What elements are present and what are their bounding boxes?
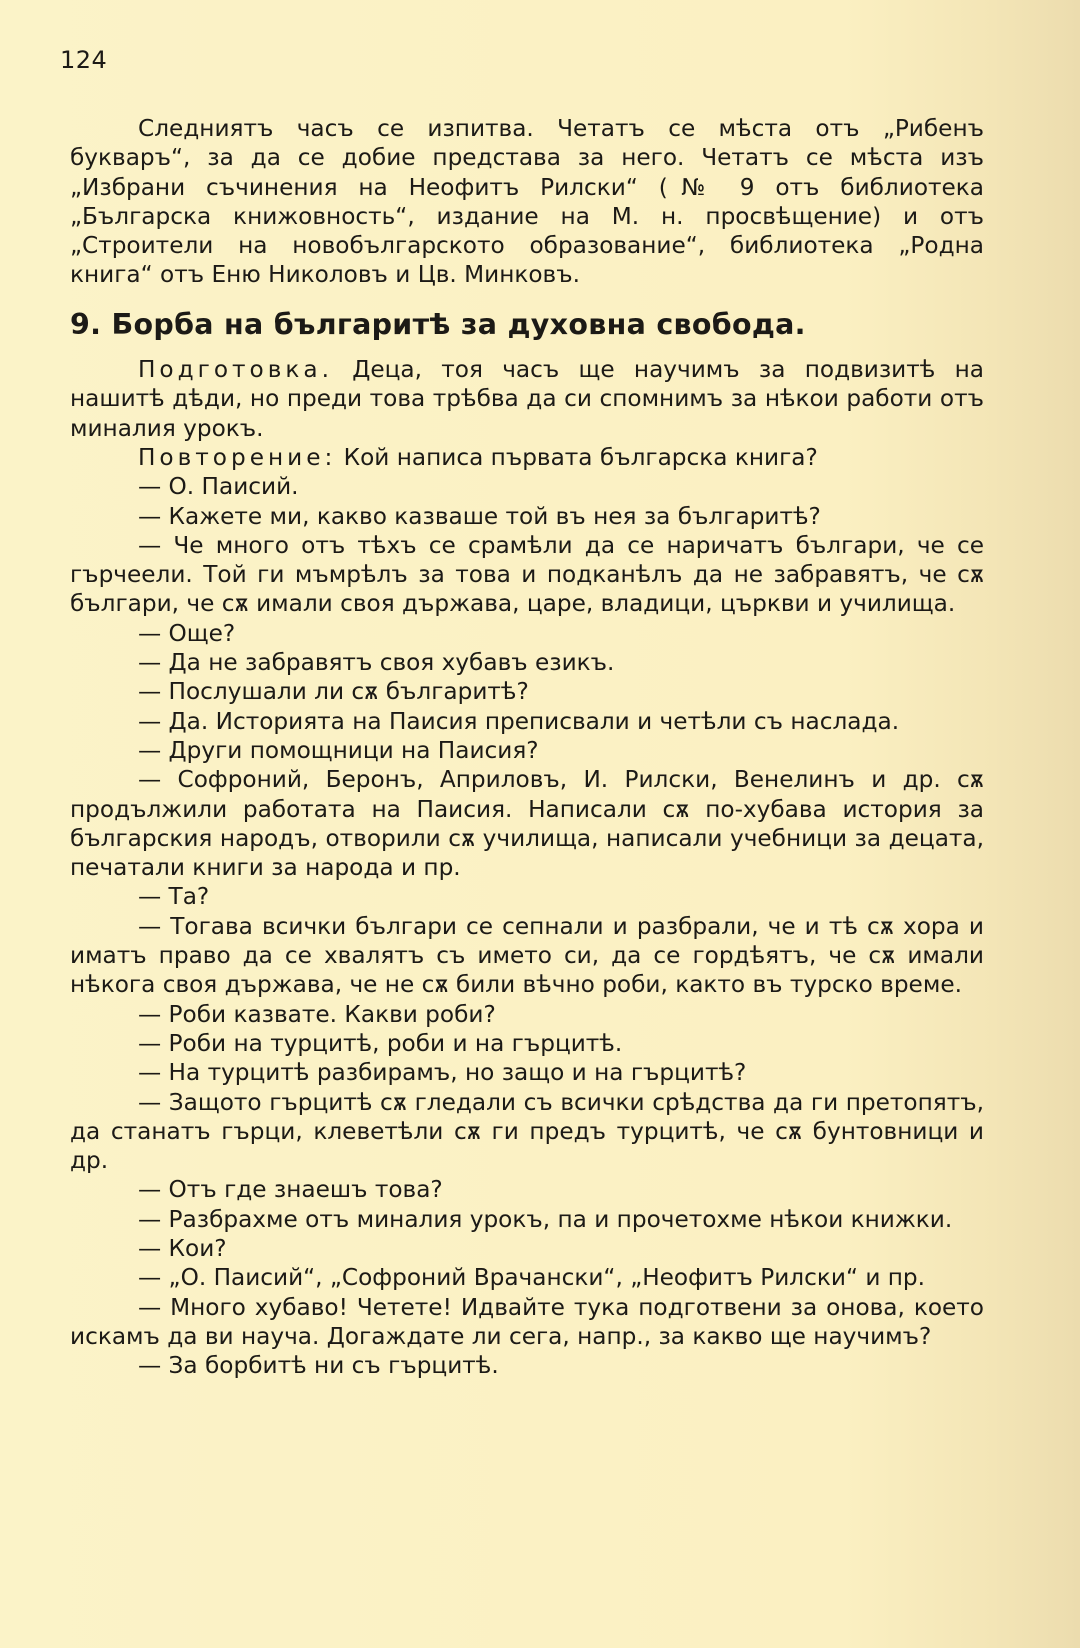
preparation-text: Деца, тоя часъ ще научимъ за подвизитѣ на нашитѣ дѣди, но преди това трѣбва да си спомнимъ за нѣкои работи отъ миналия урокъ.	[70, 356, 984, 442]
dialog-line: — Роби на турцитѣ, роби и на гърцитѣ.	[138, 1029, 623, 1057]
dialog-line: — Софроний, Беронъ, Априловъ, И. Рилски, Венелинъ и др. сѫ продължили работата на Паисия. Написали сѫ по-хубава история за българския народъ, отворили сѫ училища, написали учебници за децата, печатали книги за народа и пр.	[70, 766, 984, 882]
dialog-line: — Отъ где знаешъ това?	[138, 1176, 443, 1204]
dialog-line: — „О. Паисий“, „Софроний Врачански“, „Неофитъ Рилски“ и пр.	[138, 1264, 926, 1292]
dialog-line: — Роби казвате. Какви роби?	[138, 1000, 496, 1028]
page-body	[70, 114, 984, 1380]
dialog-line: — Послушали ли сѫ българитѣ?	[138, 678, 529, 706]
dialog-line: — Че много отъ тѣхъ се срамѣли да се наричатъ българи, че се гърчеели. Той ги мъмрѣлъ за това и подканѣлъ да не забравятъ, че сѫ българи, че сѫ имали своя държава, царе, владици, църкви и училища.	[70, 531, 984, 618]
section-heading: 9. Борба на българитѣ за духовна свобода.	[70, 307, 806, 341]
dialog-line: — На турцитѣ разбирамъ, но защо и на гърцитѣ?	[138, 1059, 747, 1087]
dialog-line: — О. Паисий.	[138, 473, 299, 501]
dialog-line: — За борбитѣ ни съ гърцитѣ.	[138, 1352, 499, 1380]
preparation-paragraph	[70, 355, 984, 443]
dialog-line: — Разбрахме отъ миналия урокъ, па и прочетохме нѣкои книжки.	[138, 1205, 953, 1233]
dialog-line: — Много хубаво! Четете! Идвайте тука подготвени за онова, което искамъ да ви науча. Догаждате ли сега, напр., за какво ще научимъ?	[70, 1293, 984, 1350]
review-text: Кой написа първата българска книга?	[336, 443, 818, 471]
review-label: Повторение:	[138, 443, 337, 471]
review-paragraph	[70, 443, 984, 472]
dialog-line: — Още?	[138, 619, 236, 647]
dialog-line: — Та?	[138, 883, 210, 911]
dialog-line: — Кои?	[138, 1234, 227, 1262]
dialog-line: — Да. Историята на Паисия преписвали и четѣли съ наслада.	[138, 707, 900, 735]
dialog-line: — Други помощници на Паисия?	[138, 736, 539, 764]
page-number: 124	[60, 46, 108, 74]
dialog-line: — Да не забравятъ своя хубавъ езикъ.	[138, 649, 615, 677]
preparation-label: Подготовка.	[138, 356, 333, 384]
dialog-line: — Тогава всички българи се сепнали и разбрали, че и тѣ сѫ хора и иматъ право да се хвалятъ съ името си, да се гордѣятъ, че сѫ имали нѣкога своя държава, че не сѫ били вѣчно роби, както въ турско време.	[70, 912, 984, 999]
dialog-line: — Кажете ми, какво казваше той въ нея за българитѣ?	[138, 502, 821, 530]
intro-paragraph: Следниятъ часъ се изпитва. Четатъ се мѣста отъ „Рибенъ букваръ“, за да се добие представа за него. Четатъ се мѣста изъ „Избрани съчинения на Неофитъ Рилски“ (№ 9 отъ библиотека „Българска книжовность“, издание на М. н. просвѣщение) и отъ „Строители на новобългарското образование“, библиотека „Родна книга“ отъ Еню Николовъ и Цв. Минковъ.	[70, 115, 984, 289]
dialog-line: — Защото гърцитѣ сѫ гледали съ всички срѣдства да ги претопятъ, да станатъ гърци, клеветѣли сѫ ги предъ турцитѣ, че сѫ бунтовници и др.	[70, 1088, 984, 1175]
